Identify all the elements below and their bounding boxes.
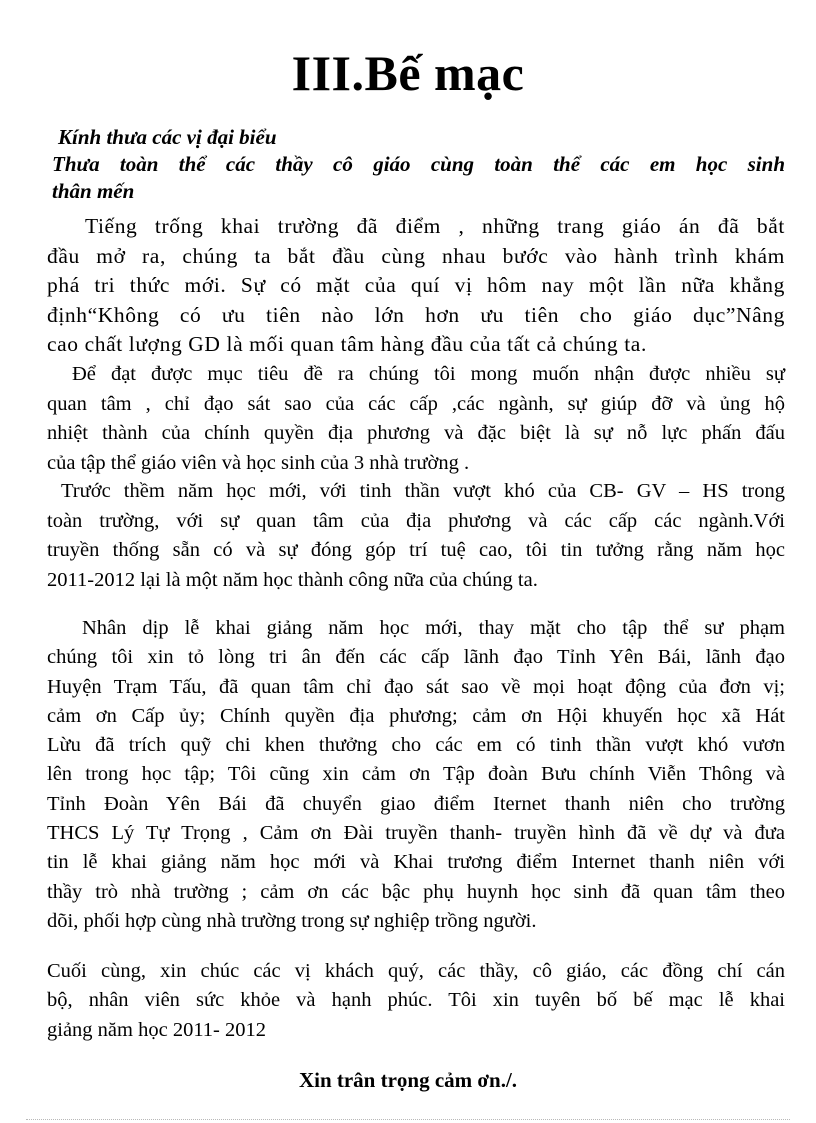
paragraph-line: nhiệt thành của chính quyền địa phương và đặc biệt là sự nỗ lực phấn đấu: [47, 422, 785, 444]
paragraph-line: Cuối cùng, xin chúc các vị khách quý, các thầy, cô giáo, các đồng chí cán: [47, 960, 785, 982]
paragraph-line: Lừu đã trích quỹ chi khen thưởng cho các em có tinh thần vượt khó vươn: [47, 734, 785, 757]
greeting-line: Thưa toàn thể các thầy cô giáo cùng toàn thể các em học sinh: [52, 152, 785, 176]
paragraph-line: quan tâm , chỉ đạo sát sao của các cấp ,các ngành, sự giúp đỡ và ủng hộ: [47, 392, 785, 415]
paragraph-line: THCS Lý Tự Trọng , Cảm ơn Đài truyền thanh- truyền hình đã về dự và đưa: [47, 822, 785, 845]
paragraph-line: Để đạt được mục tiêu đề ra chúng tôi mong muốn nhận được nhiều sự: [72, 363, 785, 385]
paragraph-line: 2011-2012 lại là một năm học thành công nữa của chúng ta.: [47, 568, 538, 591]
paragraph-line: Trước thềm năm học mới, với tinh thần vượt khó của CB- GV – HS trong: [61, 480, 785, 502]
paragraph-line: lên trong học tập; Tôi cũng xin cảm ơn Tập đoàn Bưu chính Viễn Thông và: [47, 763, 785, 786]
greeting-line: thân mến: [52, 179, 135, 203]
paragraph-line: Nhân dịp lễ khai giảng năm học mới, thay mặt cho tập thể sư phạm: [82, 617, 785, 639]
page-title: III.Bế mạc: [291, 45, 525, 101]
paragraph-line: định“Không có ưu tiên nào lớn hơn ưu tiên cho giáo dục”Nâng: [47, 302, 785, 327]
page-bottom-divider: [26, 1119, 790, 1120]
paragraph-thanks: [47, 614, 785, 936]
paragraph-line: phá tri thức mới. Sự có mặt của quí vị hôm nay một lần nữa khẳng: [47, 273, 785, 297]
paragraph-line: của tập thể giáo viên và học sinh của 3 nhà trường .: [47, 451, 470, 474]
greeting-block: [52, 124, 785, 205]
paragraph-line: Tiếng trống khai trường đã điểm , những trang giáo án đã bắt: [85, 214, 785, 238]
paragraph-line: đầu mở ra, chúng ta bắt đầu cùng nhau bước vào hành trình khám: [47, 243, 785, 268]
paragraph-line: cao chất lượng GD là mối quan tâm hàng đầu của tất cả chúng ta.: [47, 332, 647, 356]
paragraph-line: thầy trò nhà trường ; cảm ơn các bậc phụ huynh học sinh đã quan tâm theo: [47, 880, 785, 903]
paragraph-line: cảm ơn Cấp ủy; Chính quyền địa phương; cảm ơn Hội khuyến học xã Hát: [47, 704, 785, 727]
greeting-line: Kính thưa các vị đại biểu: [58, 125, 277, 149]
paragraph-line: toàn trường, với sự quan tâm của địa phương và các cấp các ngành.Với: [47, 509, 785, 532]
paragraph-line: tin lễ khai giảng năm học mới và Khai trương điểm Internet thanh niên với: [47, 851, 785, 874]
paragraph-line: dõi, phối hợp cùng nhà trường trong sự nghiệp trồng người.: [47, 909, 537, 932]
paragraph-goals: [47, 360, 785, 478]
paragraph-line: giảng năm học 2011- 2012: [47, 1018, 267, 1041]
paragraph-closing-wishes: [47, 957, 785, 1045]
paragraph-line: Huyện Trạm Tấu, đã quan tâm chỉ đạo sát sao về mọi hoạt động của đơn vị;: [47, 675, 785, 698]
paragraph-line: Tỉnh Đoàn Yên Bái đã chuyển giao điểm Iternet thanh niên cho trường: [47, 792, 785, 815]
paragraph-line: bộ, nhân viên sức khỏe và hạnh phúc. Tôi xin tuyên bố bế mạc lễ khai: [47, 989, 785, 1012]
paragraph-new-year: [47, 477, 785, 595]
paragraph-line: chúng tôi xin tỏ lòng tri ân đến các cấp lãnh đạo Tỉnh Yên Bái, lãnh đạo: [47, 646, 785, 669]
paragraph-line: truyền thống sẵn có và sự đóng góp trí tuệ cao, tôi tin tưởng rằng năm học: [47, 539, 785, 561]
closing-thanks: Xin trân trọng cảm ơn./.: [298, 1068, 518, 1092]
paragraph-opening: [47, 212, 785, 360]
